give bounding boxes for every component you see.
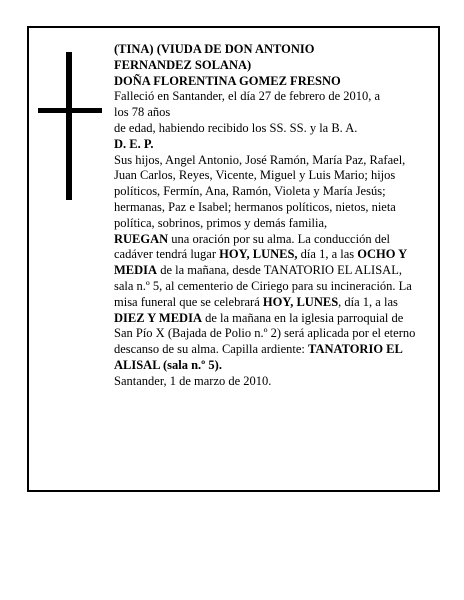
ceremony-text-4: , día 1, a las	[338, 294, 398, 309]
cross-icon	[38, 52, 102, 200]
ceremony-text-1: una oración por su alma. La conducción del cadáver tendrá lugar	[114, 231, 390, 262]
deceased-name: DOÑA FLORENTINA GOMEZ FRESNO	[114, 73, 341, 88]
ceremony-text-3: de la mañana, desde TANATORIO EL ALISAL, sala n.º 5, al cementerio de Ciriego para su incineración. La misa funeral que se celebrará	[114, 263, 412, 309]
death-line-1: Falleció en Santander, el día 27 de febrero de 2010, a	[114, 89, 381, 104]
hoy-lunes-2: HOY, LUNES	[262, 294, 339, 309]
ceremony-text-2: día 1, a las	[297, 247, 358, 262]
sacraments-line: de edad, habiendo recibido los SS. SS. y la B. A.	[114, 120, 358, 135]
cross-horizontal-bar	[38, 108, 102, 113]
death-line-2: los 78 años	[114, 105, 171, 120]
ceremony-text-5: de la mañana en la iglesia parroquial de San Pío X (Bajada de Polio n.º 2) será aplicada por el eterno descanso de su alma. Capilla ardiente:	[114, 310, 416, 357]
ocho-y-media: OCHO Y MEDIA	[114, 247, 407, 278]
family-paragraph: Sus hijos, Angel Antonio, José Ramón, María Paz, Rafael, Juan Carlos, Reyes, Vicente, Miguel y Luis Mario; hijos políticos, Fermín, Ana, Ramón, Violeta y María Jesús; hermanas, Paz e Isabel; hermanos políticos, nietos, nieta política, sobrinos, primos y demás familia,	[114, 152, 406, 230]
footer-date: Santander, 1 de marzo de 2010.	[114, 373, 272, 388]
diez-y-media: DIEZ Y MEDIA	[114, 310, 202, 325]
ruegan-label: RUEGAN	[114, 231, 169, 246]
notice-text	[114, 42, 420, 390]
cross-vertical-bar	[66, 52, 72, 200]
header-line-1: (TINA) (VIUDA DE DON ANTONIO	[114, 42, 315, 56]
hoy-lunes-1: HOY, LUNES,	[219, 247, 298, 262]
obituary-notice	[27, 26, 440, 492]
dep-line: D. E. P.	[114, 136, 154, 151]
ceremony-paragraph	[114, 232, 420, 374]
tanatorio-location: TANATORIO EL ALISAL (sala n.º 5).	[114, 342, 403, 372]
header-line-2: FERNANDEZ SOLANA)	[114, 57, 252, 72]
